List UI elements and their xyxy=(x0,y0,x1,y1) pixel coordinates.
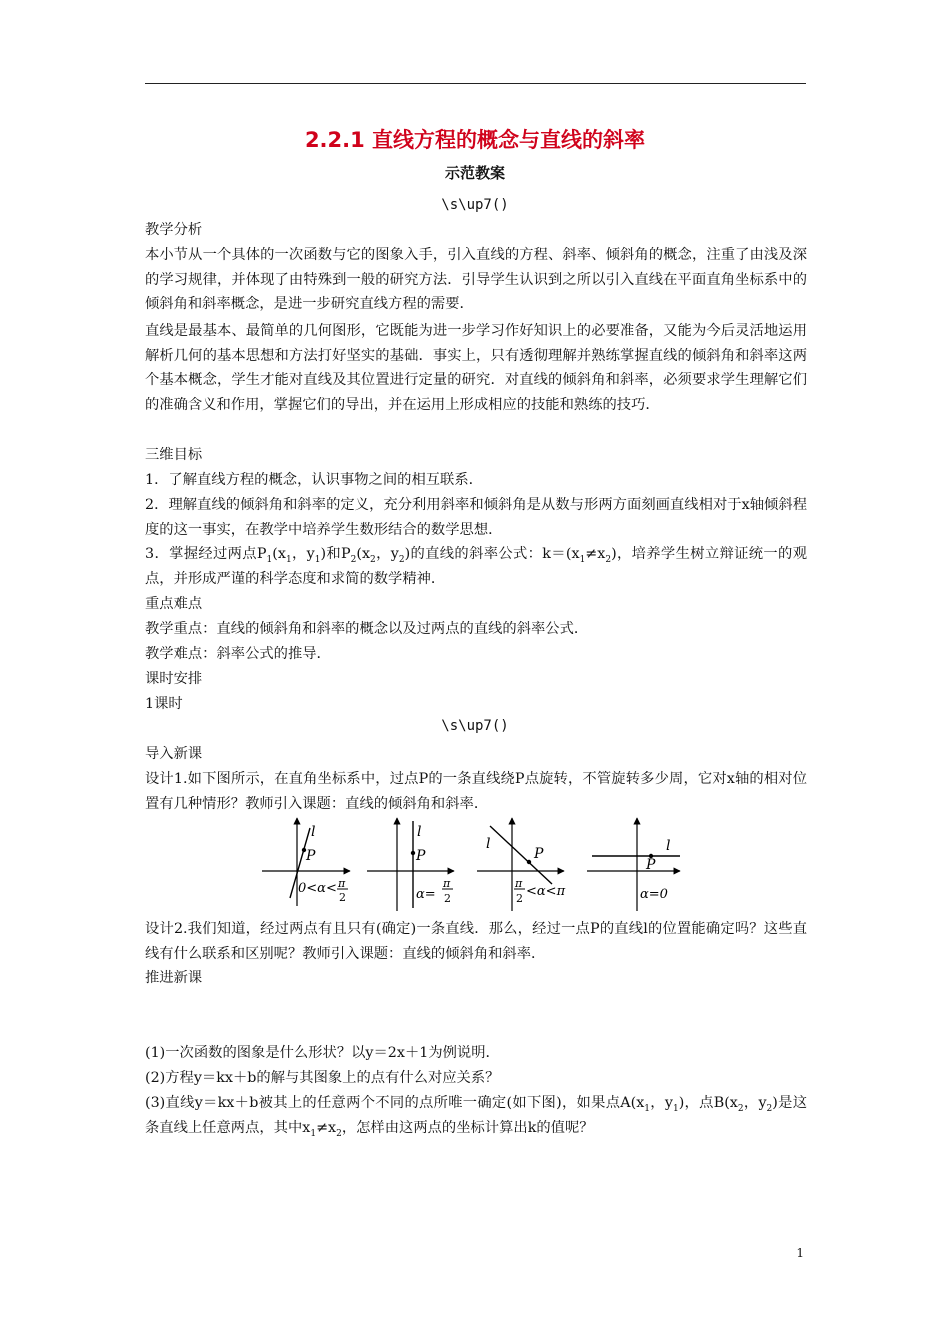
question-3: (3)直线y＝kx＋b被其上的任意两个不同的点所唯一确定(如下图)，如果点$A(x_1$，$y_1$)，点$B(x_2$，$y_2$)是这条直线上任意两点，其中$x_1\ne x_2$，怎样由这两点的坐标计算出k的值呢？ xyxy=(145,1095,808,1139)
svg-text:π: π xyxy=(515,877,523,890)
svg-text:2: 2 xyxy=(444,892,451,905)
question-1: (1)一次函数的图象是什么形状？以y＝2x＋1为例说明． xyxy=(145,1045,500,1061)
analysis-paragraph-2: 直线是最基本、最简单的几何图形，它既能为进一步学习作好知识上的必要准备，又能为今后灵活地运用解析几何的基本思想和方法打好坚实的基础．事实上，只有透彻理解并熟练掌握直线的倾斜角和斜率这两个基本概念，学生才能对直线及其位置进行定量的研究．对直线的倾斜角和斜率，必须要求学生理解它们的准确含义和作用，掌握它们的导出，并在运用上形成相应的技能和熟练的技巧． xyxy=(145,323,807,413)
svg-text:l: l xyxy=(311,824,316,840)
goals-heading: 三维目标 xyxy=(145,447,203,463)
goal-2: 2．理解直线的倾斜角和斜率的定义，充分利用斜率和倾斜角是从数与形两方面刻画直线相对于x轴倾斜程度的这一事实，在教学中培养学生数形结合的数学思想． xyxy=(145,497,807,538)
schedule-heading: 课时安排 xyxy=(145,671,203,687)
section-marker: \s\up7() xyxy=(441,197,509,213)
goal-1: 1．了解直线方程的概念，认识事物之间的相互联系． xyxy=(145,472,483,488)
question-2: (2)方程y＝kx＋b的解与其图象上的点有什么对应关系？ xyxy=(145,1070,500,1086)
svg-text:π: π xyxy=(443,877,451,890)
difficulty: 教学难点：斜率公式的推导． xyxy=(145,646,331,662)
figure-acute xyxy=(262,818,350,906)
design-1: 设计1.如下图所示，在直角坐标系中，过点P的一条直线绕P点旋转，不管旋转多少周，它对x轴的相对位置有几种情形？教师引入课题：直线的倾斜角和斜率． xyxy=(145,771,807,812)
figure-zero xyxy=(587,818,680,911)
svg-text:P: P xyxy=(646,857,656,873)
svg-text:l: l xyxy=(666,838,671,854)
svg-text:α=0: α=0 xyxy=(640,887,668,902)
design-2: 设计2.我们知道，经过两点有且只有(确定)一条直线．那么，经过一点P的直线l的位置能确定吗？这些直线有什么联系和区别呢？教师引入课题：直线的倾斜角和斜率． xyxy=(145,921,807,962)
schedule: 1课时 xyxy=(145,696,183,712)
svg-text:2: 2 xyxy=(339,891,346,904)
svg-text:P: P xyxy=(416,848,426,864)
svg-text:P: P xyxy=(534,846,544,862)
advance-heading: 推进新课 xyxy=(145,970,203,986)
svg-text:2: 2 xyxy=(516,892,523,905)
svg-text:α=: α= xyxy=(416,887,436,902)
figure-obtuse xyxy=(477,818,566,911)
intro-heading: 导入新课 xyxy=(145,746,203,762)
inclination-figures-svg xyxy=(262,816,682,916)
page-subtitle: 示范教案 xyxy=(444,164,505,182)
figure-right xyxy=(367,818,454,911)
svg-text:P: P xyxy=(306,848,316,864)
svg-text:l: l xyxy=(417,824,422,840)
svg-text:π: π xyxy=(338,877,346,890)
section-marker-2: \s\up7() xyxy=(441,718,509,734)
analysis-paragraph-1: 本小节从一个具体的一次函数与它的图象入手，引入直线的方程、斜率、倾斜角的概念，注重了由浅及深的学习规律，并体现了由特殊到一般的研究方法．引导学生认识到之所以引入直线在平面直角坐标系中的倾斜角和斜率概念，是进一步研究直线方程的需要． xyxy=(145,247,807,313)
key-point: 教学重点：直线的倾斜角和斜率的概念以及过两点的直线的斜率公式． xyxy=(145,621,589,637)
analysis-heading: 教学分析 xyxy=(145,222,203,238)
inclination-figures xyxy=(262,816,682,916)
page-number: 1 xyxy=(796,1246,804,1260)
key-heading: 重点难点 xyxy=(145,596,203,612)
page-title: 2.2.1 直线方程的概念与直线的斜率 xyxy=(304,128,646,152)
svg-text:0<α<: 0<α< xyxy=(298,881,337,896)
goal-3: 3．掌握经过两点$P_1(x_1$，$y_1$)和$P_2(x_2$，$y_2$)的直线的斜率公式：$k=(x_1\ne x_2)$，培养学生树立辩证统一的观点，并形成严谨的科学态度和求简的数学精神． xyxy=(145,546,807,587)
svg-text:l: l xyxy=(486,836,491,852)
svg-text:<α<π: <α<π xyxy=(526,884,566,899)
header-rule xyxy=(145,83,806,84)
